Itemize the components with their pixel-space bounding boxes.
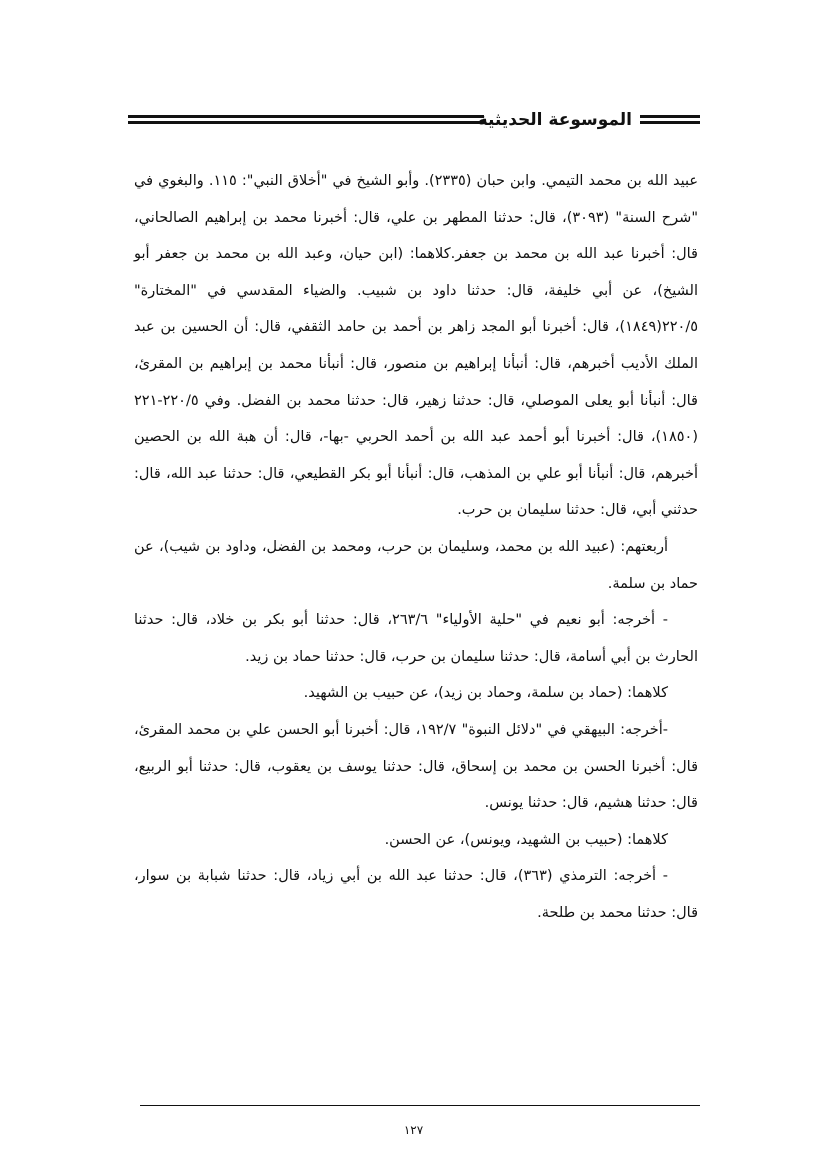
paragraph: كلاهما: (حماد بن سلمة، وحماد بن زيد)، عن حبيب بن الشهيد. [303,685,668,702]
paragraph: عبيد الله بن محمد التيمي. وابن حبان (٢٣٣٥). وأبو الشيخ في "أخلاق النبي": ١١٥. والبغوي في "شرح السنة" (٣٠٩٣)، قال: حدثنا المطهر بن علي، قال: أخبرنا محمد بن إبراهيم الصالحاني، قال: أخبرنا عبد الله بن محمد بن جعفر.كلاهما: (ابن حيان، وعبد الله بن محمد بن جعفر أبو الشيخ)، عن أبي خليفة، قال: حدثنا داود بن شبيب. والضياء المقدسي في "المختارة" ٢٢٠/٥(١٨٤٩)، قال: أخبرنا أبو المجد زاهر بن أحمد بن حامد الثقفي، قال: أن الحسين بن عبد الملك الأديب أخبرهم، قال: أنبأنا إبراهيم بن منصور، قال: أنبأنا محمد بن إبراهيم بن المقرئ، قال: أنبأنا أبو يعلى الموصلي، قال: حدثنا زهير، قال: حدثنا محمد بن الفضل. وفي ٢٢٠/٥-٢٢١ (١٨٥٠)، قال: أخبرنا أبو أحمد عبد الله بن أحمد الحربي -بها-، قال: أن هبة الله بن الحصين أخبرهم، قال: أنبأنا أبو علي بن المذهب، قال: أنبأنا أبو بكر القطيعي، قال: حدثنا عبد الله، قال: حدثني أبي، قال: حدثنا سليمان بن حرب. [134,173,698,519]
header-rule-left [128,115,484,124]
footer-rule [140,1105,700,1106]
page-title: الموسوعة الحديثية [477,110,632,130]
page-number: ١٢٧ [403,1123,424,1137]
paragraph: أربعتهم: (عبيد الله بن محمد، وسليمان بن حرب، ومحمد بن الفضل، وداود بن شيب)، عن حماد بن سلمة. [134,538,698,592]
paragraph: كلاهما: (حبيب بن الشهيد، ويونس)، عن الحسن. [384,831,668,848]
header-rule-right [640,115,700,124]
page-body [134,163,698,931]
paragraph: - أخرجه: أبو نعيم في "حلية الأولياء" ٢٦٣/٦، قال: حدثنا أبو بكر بن خلاد، قال: حدثنا الحارث بن أبي أسامة، قال: حدثنا سليمان بن حرب، قال: حدثنا حماد بن زيد. [134,612,698,665]
paragraph: -أخرجه: البيهقي في "دلائل النبوة" ١٩٢/٧، قال: أخبرنا أبو الحسن علي بن محمد المقرئ، قال: أخبرنا الحسن بن محمد بن إسحاق، قال: حدثنا يوسف بن يعقوب، قال: حدثنا أبو الربيع، قال: حدثنا هشيم، قال: حدثنا يونس. [134,721,698,812]
paragraph: - أخرجه: الترمذي (٣٦٣)، قال: حدثنا عبد الله بن أبي زياد، قال: حدثنا شبابة بن سوار، قال: حدثنا محمد بن طلحة. [134,868,698,921]
page-header [128,104,700,140]
